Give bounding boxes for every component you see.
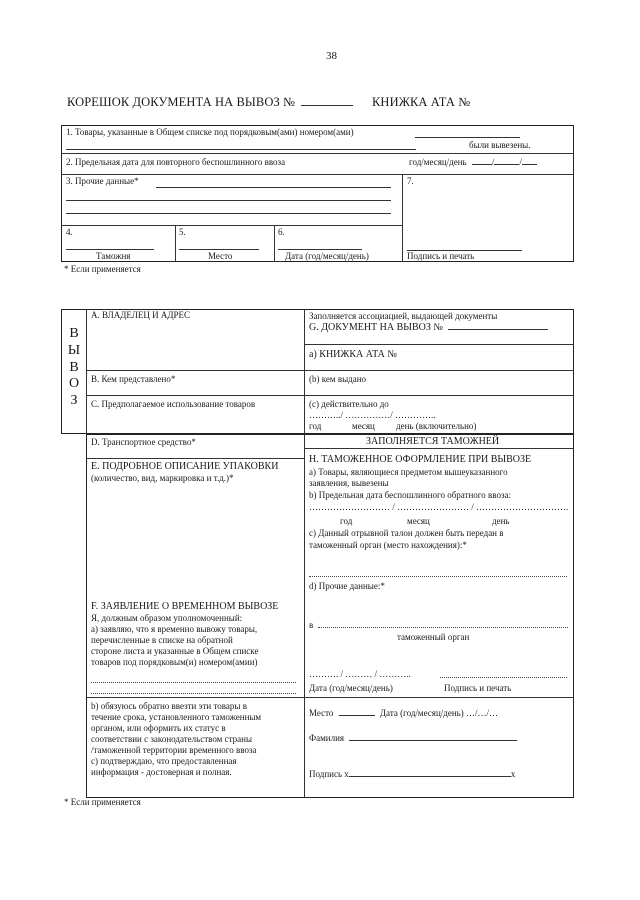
export-divider	[86, 370, 574, 371]
customs-office-field[interactable]	[309, 576, 567, 577]
stub-field3-label: 3. Прочие данные*	[66, 176, 139, 186]
place-field[interactable]	[339, 715, 375, 716]
customs-a-line2: заявления, вывезены	[309, 478, 389, 488]
customs-c-line2: таможенный орган (место нахождения):*	[309, 540, 467, 550]
stub-field6-label: Дата (год/месяц/день)	[285, 251, 369, 261]
stub-footnote: * Если применяется	[64, 264, 141, 274]
stub-field4-label: Таможня	[96, 251, 131, 261]
ata-book-label: а) КНИЖКА АТА №	[309, 349, 397, 360]
stub-title	[67, 95, 353, 111]
owner-address-label: A. ВЛАДЕЛЕЦ И АДРЕС	[91, 310, 191, 320]
stub-field2-date-label: год/месяц/день	[409, 157, 467, 167]
intended-use-label: C. Предполагаемое использование товаров	[91, 399, 256, 409]
valid-until-dots[interactable]: ………../ ……………/ …………..	[309, 410, 436, 420]
export-divider	[86, 697, 304, 698]
export-doc-number-field[interactable]	[448, 329, 548, 330]
valid-until-year: год	[309, 421, 322, 431]
stub-field3-input-line3[interactable]	[66, 213, 391, 214]
customs-b-day: день	[492, 516, 510, 526]
declaration-commitments: b) обязуюсь обратно ввезти эти товары в течение срока, установленного таможенным органом, или оформить их статус в соответствии с законодательством страны /таможенной территории временного ввоза с) подтверждаю, что предоставленная информация - достоверная и полная.	[91, 701, 262, 777]
signature-label: Подпись х	[309, 769, 349, 779]
customs-a-line1: а) Товары, являющиеся предметом вышеуказанного	[309, 467, 508, 477]
customs-date-dots[interactable]: ………. / ……… / ………..	[309, 669, 411, 679]
place-label: Место	[309, 708, 334, 718]
export-divider	[304, 434, 305, 798]
stub-field4-input[interactable]	[66, 249, 154, 250]
customs-fill-header: ЗАПОЛНЯЕТСЯ ТАМОЖНЕЙ	[366, 436, 500, 447]
signature-row	[309, 769, 515, 780]
surname-field[interactable]	[349, 740, 517, 741]
stub-field1-end: были вывезены.	[469, 140, 531, 150]
customs-d-label: d) Прочие данные:*	[309, 581, 385, 591]
issued-by-label: (b) кем выдано	[309, 374, 367, 384]
stub-field2-date: год/месяц/день / /	[409, 157, 537, 168]
customs-sign-label: Подпись и печать	[444, 683, 512, 693]
export-vertical-label: В Ы В О З	[67, 326, 81, 409]
stub-number-field[interactable]	[301, 105, 353, 106]
stub-field5-label: Место	[208, 251, 233, 261]
stub-field2-day[interactable]	[522, 164, 537, 165]
export-divider	[86, 458, 304, 459]
declaration-items-field-2[interactable]	[91, 693, 296, 694]
stub-field1-label: 1. Товары, указанные в Общем списке под порядковым(ами) номером(ами)	[66, 127, 354, 137]
customs-in-label: в	[309, 620, 314, 630]
valid-until-label: (c) действительно до	[309, 399, 389, 409]
stub-field5-input[interactable]	[179, 249, 259, 250]
represented-by-label: B. Кем представлено*	[91, 374, 176, 384]
packaging-subtitle: (количество, вид, маркировка и т.д.)*	[91, 473, 234, 483]
valid-until-day: день (включительно)	[396, 421, 477, 431]
customs-sign-field[interactable]	[440, 677, 567, 678]
stub-title-text: КОРЕШОК ДОКУМЕНТА НА ВЫВОЗ №	[67, 95, 296, 109]
stub-field3-input-line2[interactable]	[66, 200, 391, 201]
stub-field2-year[interactable]	[472, 164, 492, 165]
stub-field5-num: 5.	[179, 227, 186, 237]
stub-divider	[274, 225, 275, 262]
stub-field6-num: 6.	[278, 227, 285, 237]
stub-divider	[61, 174, 574, 175]
customs-date-label: Дата (год/месяц/день)	[309, 683, 393, 693]
customs-b-month: месяц	[407, 516, 430, 526]
customs-body-label: таможенный орган	[397, 632, 470, 642]
stub-divider	[175, 225, 176, 262]
signature-field[interactable]	[349, 776, 511, 777]
export-footnote: * Если применяется	[64, 797, 141, 807]
page-number: 38	[326, 50, 337, 62]
stub-book-label: КНИЖКА АТА №	[372, 95, 471, 109]
signature-end: х	[510, 769, 516, 779]
stub-field7-num: 7.	[407, 176, 414, 186]
stub-field1-input[interactable]	[415, 137, 520, 138]
stub-divider	[402, 174, 403, 262]
customs-clearance-title: H. ТАМОЖЕННОЕ ОФОРМЛЕНИЕ ПРИ ВЫВОЗЕ	[309, 454, 532, 465]
customs-c-line1: с) Данный отрывной талон должен быть передан в	[309, 528, 504, 538]
association-note: Заполняется ассоциацией, выдающей документы	[309, 311, 498, 321]
stub-divider	[61, 153, 574, 154]
declaration-title: F. ЗАЯВЛЕНИЕ О ВРЕМЕННОМ ВЫВОЗЕ	[91, 601, 279, 612]
stub-field2-label: 2. Предельная дата для повторного беспошлинного ввоза	[66, 157, 286, 167]
stub-divider	[61, 225, 402, 226]
export-doc-number-label: G. ДОКУМЕНТ НА ВЫВОЗ №	[309, 322, 443, 333]
stub-field4-num: 4.	[66, 227, 73, 237]
export-doc-number	[309, 322, 548, 335]
stub-field7-label: Подпись и печать	[407, 251, 475, 261]
stub-field1-input-line2[interactable]	[66, 149, 416, 150]
declaration-items-field[interactable]	[91, 682, 296, 683]
place-date-row	[309, 708, 498, 719]
stub-field6-input[interactable]	[278, 249, 362, 250]
customs-b-dots[interactable]: ……………………… / …………………… / ………………………….	[309, 502, 569, 512]
stub-field3-input[interactable]	[156, 187, 391, 188]
export-divider	[304, 344, 574, 345]
customs-b-year: год	[340, 516, 353, 526]
packaging-title: E. ПОДРОБНОЕ ОПИСАНИЕ УПАКОВКИ	[91, 461, 279, 472]
declaration-text: Я, должным образом уполномоченный: а) заявляю, что я временно вывожу товары, перечисленные в списке на обратной стороне листа и указанные в Общем списке товаров под порядковым(и) номером(амии)	[91, 613, 259, 667]
vehicle-label: D. Транспортное средство*	[91, 437, 196, 447]
export-divider	[86, 309, 87, 434]
surname-label: Фамилия	[309, 733, 345, 743]
export-divider	[304, 309, 305, 434]
stub-field2-month[interactable]	[494, 164, 519, 165]
surname-row	[309, 733, 517, 744]
valid-until-month: месяц	[352, 421, 375, 431]
date-label: Дата (год/месяц/день) …/…/…	[379, 708, 499, 718]
export-divider	[304, 697, 574, 698]
customs-b-label: b) Предельная дата беспошлинного обратного ввоза:	[309, 490, 511, 500]
export-divider	[86, 395, 574, 396]
customs-in-field[interactable]	[318, 627, 568, 628]
